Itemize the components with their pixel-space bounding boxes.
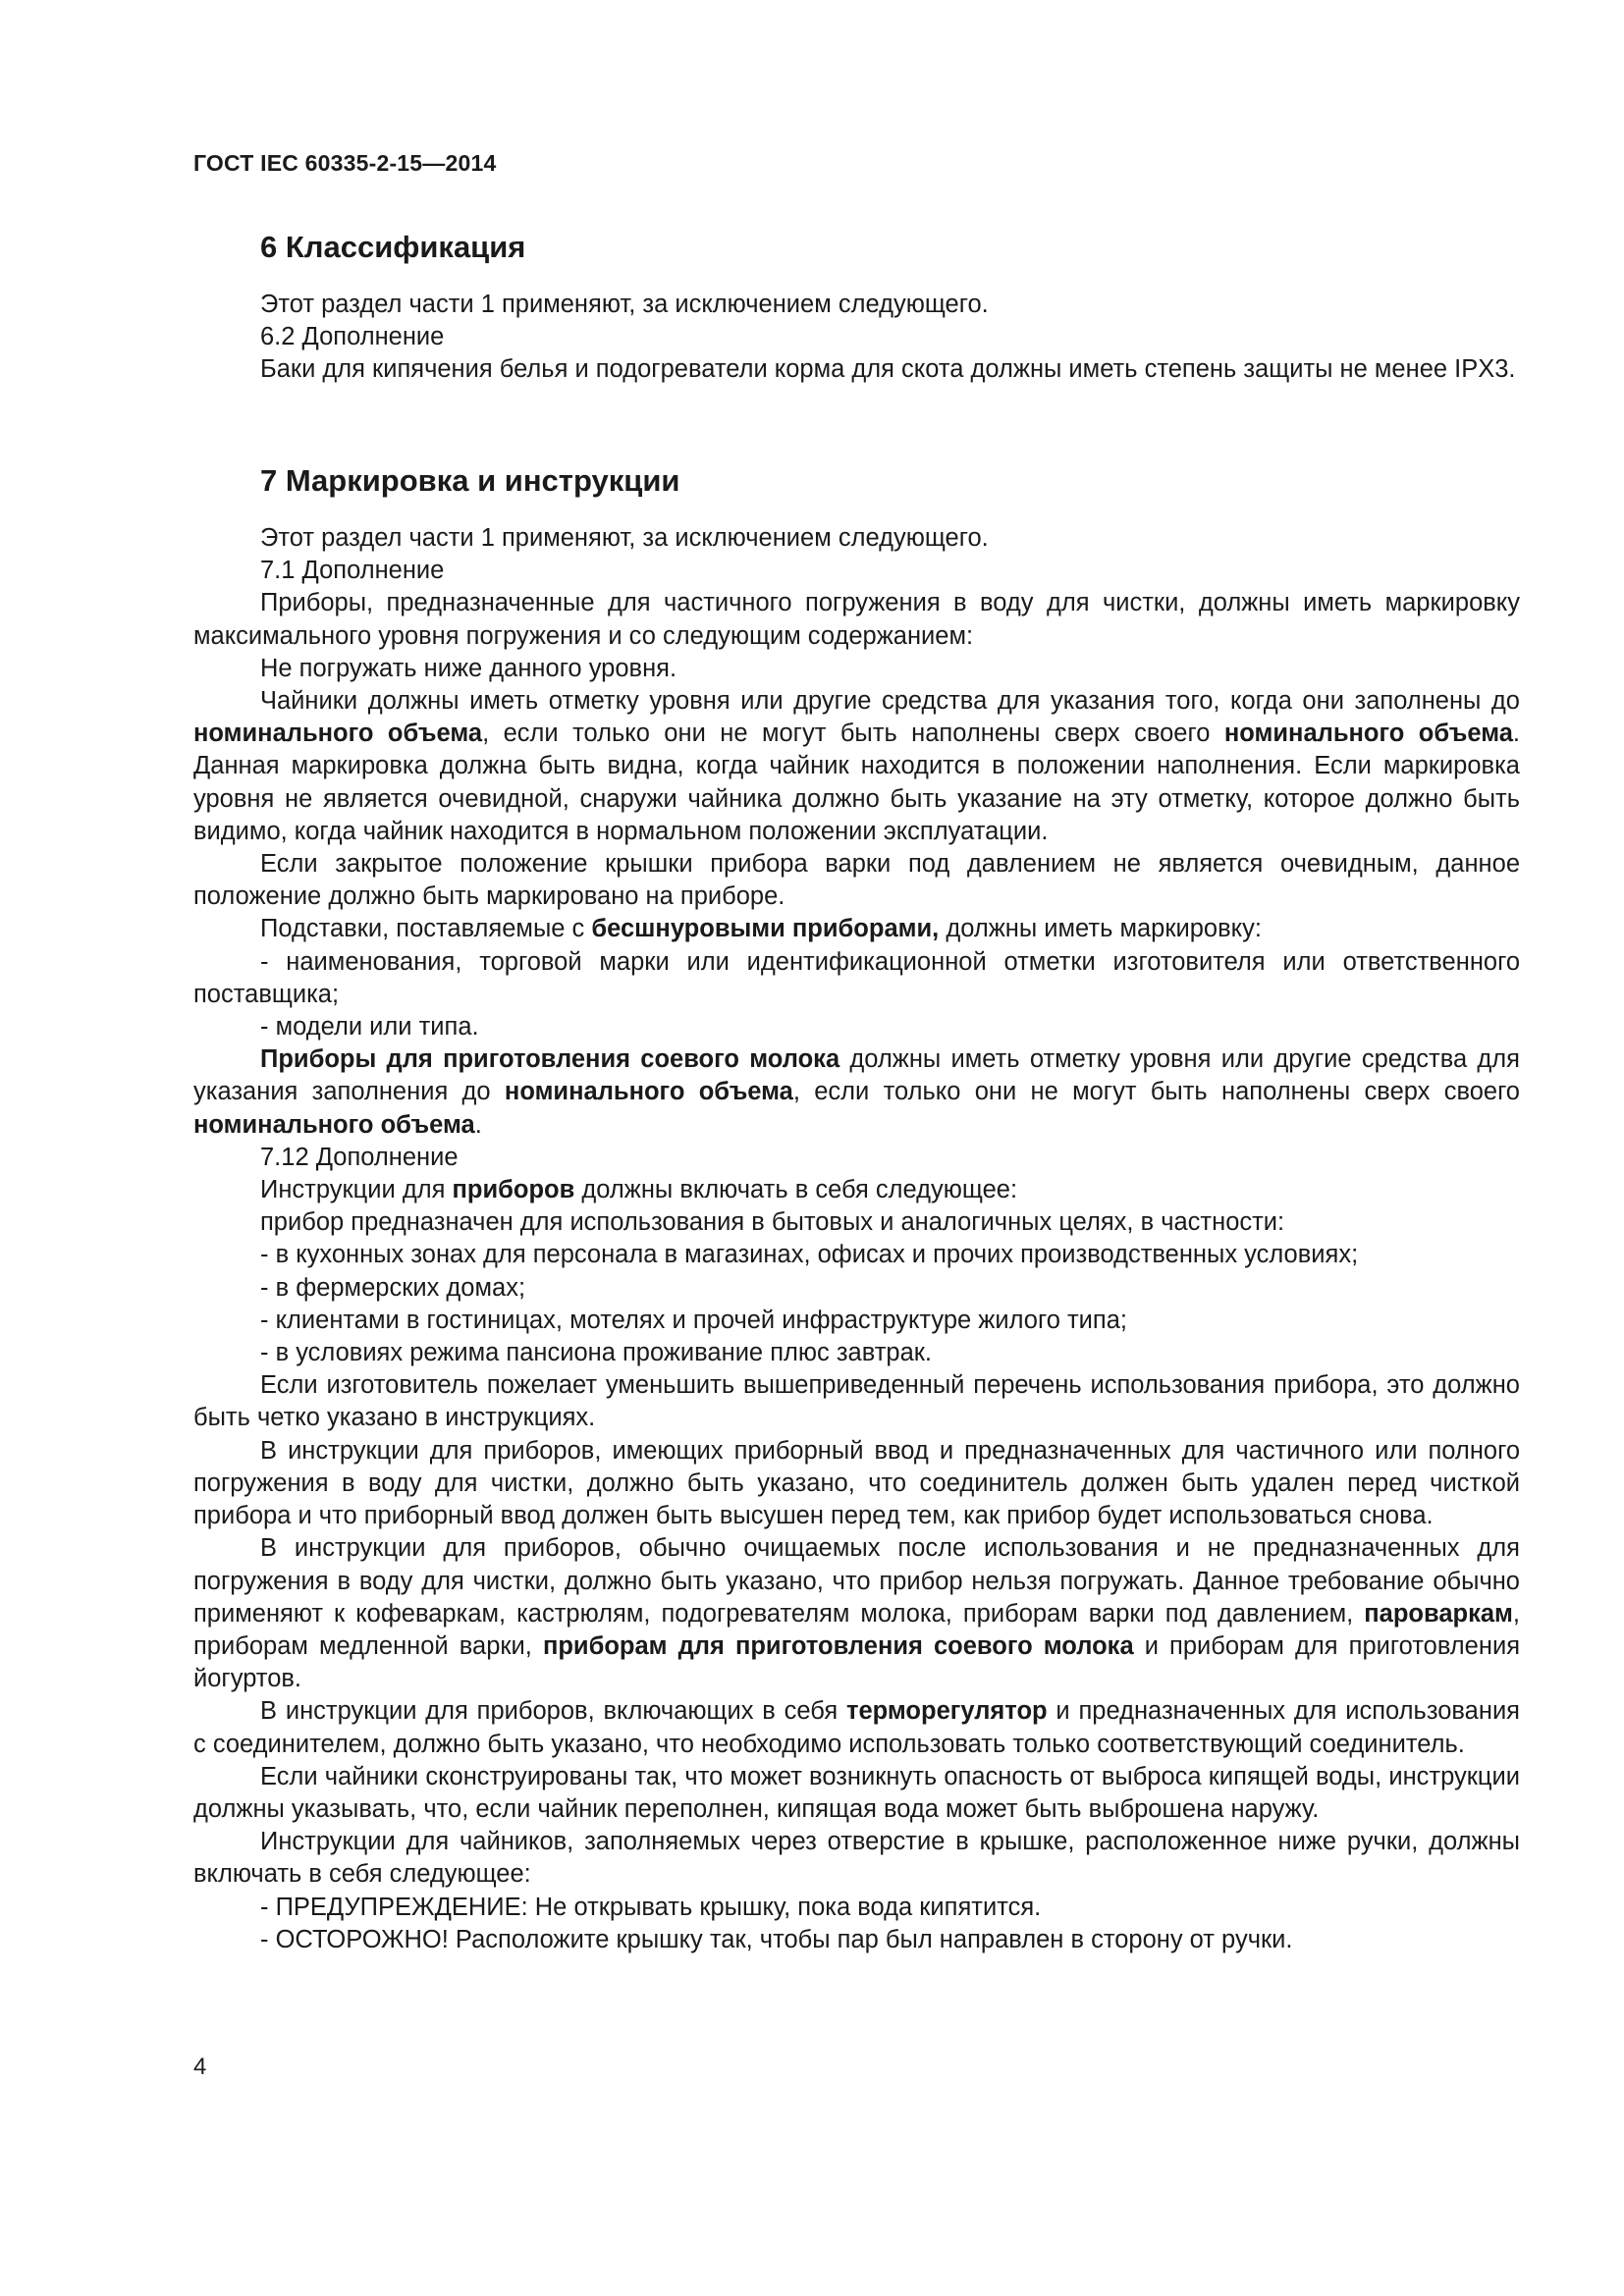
term: номинального объема bbox=[504, 1078, 793, 1106]
paragraph: В инструкции для приборов, обычно очищаемых после использования и не предназначенных для погружения в воду для чистки, должно быть указано, что прибор нельзя погружать. Данное требование обычно применяют к кофеваркам, кастрюлям, подогревателям молока, приборам варки под давлением, пароваркам, приборам медленной варки, приборам для приготовления соевого молока и приборам для приготовления йогуртов. bbox=[193, 1534, 1520, 1693]
paragraph: Если закрытое положение крышки прибора варки под давлением не является очевидным, данное положение должно быть маркировано на приборе. bbox=[193, 850, 1520, 911]
paragraph: Приборы для приготовления соевого молока должны иметь отметку уровня или другие средства для указания заполнения до номинального объема, если только они не могут быть наполнены сверх своего номинального объема. bbox=[193, 1045, 1520, 1139]
subsection-heading: 7.1 Дополнение bbox=[260, 557, 445, 585]
section-7-title: 7 Маркировка и инструкции bbox=[260, 463, 680, 498]
marking-text: Не погружать ниже данного уровня. bbox=[260, 654, 677, 682]
paragraph: Инструкции для приборов должны включать в себя следующее: bbox=[260, 1176, 1018, 1204]
caution-item: - ОСТОРОЖНО! Расположите крышку так, чтобы пар был направлен в сторону от ручки. bbox=[260, 1925, 1293, 1953]
paragraph: прибор предназначен для использования в бытовых и аналогичных целях, в частности: bbox=[260, 1208, 1285, 1237]
paragraph: Баки для кипячения белья и подогреватели корма для скота должны иметь степень защиты не менее IPX3. bbox=[260, 355, 1516, 384]
list-item: - модели или типа. bbox=[260, 1013, 479, 1041]
document-code-header: ГОСТ IEC 60335-2-15—2014 bbox=[193, 150, 497, 176]
warning-item: - ПРЕДУПРЕЖДЕНИЕ: Не открывать крышку, пока вода кипятится. bbox=[260, 1893, 1042, 1921]
subsection-heading: 6.2 Дополнение bbox=[260, 323, 445, 351]
paragraph: Этот раздел части 1 применяют, за исключением следующего. bbox=[260, 524, 989, 552]
term: пароваркам bbox=[1364, 1599, 1513, 1628]
paragraph: Приборы, предназначенные для частичного погружения в воду для чистки, должны иметь маркировку максимального уровня погружения и со следующим содержанием: bbox=[193, 589, 1520, 650]
paragraph: В инструкции для приборов, включающих в себя терморегулятор и предназначенных для использования с соединителем, должно быть указано, что необходимо использовать только соответствующий соединитель. bbox=[193, 1697, 1520, 1758]
paragraph: В инструкции для приборов, имеющих приборный ввод и предназначенных для частичного или полного погружения в воду для чистки, должно быть указано, что соединитель должен быть удален перед чисткой прибора и что приборный ввод должен быть высушен перед тем, как прибор будет использоваться снова. bbox=[193, 1436, 1520, 1530]
list-item: - наименования, торговой марки или идентификационной отметки изготовителя или ответственного поставщика; bbox=[193, 947, 1520, 1008]
subsection-heading: 7.12 Дополнение bbox=[260, 1143, 459, 1171]
term: приборов bbox=[452, 1176, 575, 1204]
term: номинального объема bbox=[193, 720, 483, 748]
paragraph: Если изготовитель пожелает уменьшить вышеприведенный перечень использования прибора, это должно быть четко указано в инструкциях. bbox=[193, 1371, 1520, 1432]
paragraph: Если чайники сконструированы так, что может возникнуть опасность от выброса кипящей воды, инструкции должны указывать, что, если чайник переполнен, кипящая вода может быть выброшена наружу. bbox=[193, 1762, 1520, 1823]
term: номинального объема bbox=[193, 1110, 475, 1139]
list-item: - в кухонных зонах для персонала в магазинах, офисах и прочих производственных условиях; bbox=[260, 1241, 1359, 1269]
term: бесшнуровыми приборами, bbox=[591, 915, 940, 943]
list-item: - в фермерских домах; bbox=[260, 1273, 526, 1302]
term: приборам для приготовления соевого молока bbox=[542, 1631, 1134, 1660]
list-item: - в условиях режима пансиона проживание плюс завтрак. bbox=[260, 1339, 932, 1367]
term: номинального объема bbox=[1223, 720, 1513, 748]
page-number: 4 bbox=[193, 2054, 207, 2080]
section-6-body bbox=[193, 289, 1520, 387]
section-6-title: 6 Классификация bbox=[260, 230, 526, 264]
paragraph: Чайники должны иметь отметку уровня или другие средства для указания того, когда они заполнены до номинального объема, если только они не могут быть наполнены сверх своего номинального объема. Данная маркировка должна быть видна, когда чайник находится в положении наполнения. Если маркировка уровня не является очевидной, снаружи чайника должно быть указание на эту отметку, которое должно быть видимо, когда чайник находится в нормальном положении эксплуатации. bbox=[193, 687, 1521, 845]
paragraph: Этот раздел части 1 применяют, за исключением следующего. bbox=[260, 291, 989, 318]
paragraph: Инструкции для чайников, заполняемых через отверстие в крышке, расположенное ниже ручки, должны включать в себя следующее: bbox=[193, 1828, 1520, 1889]
term: терморегулятор bbox=[845, 1697, 1048, 1726]
paragraph: Подставки, поставляемые с бесшнуровыми приборами, должны иметь маркировку: bbox=[260, 915, 1262, 943]
list-item: - клиентами в гостиницах, мотелях и прочей инфраструктуре жилого типа; bbox=[260, 1306, 1127, 1334]
term: Приборы для приготовления соевого молока bbox=[260, 1045, 840, 1074]
section-7-body bbox=[193, 522, 1520, 1956]
